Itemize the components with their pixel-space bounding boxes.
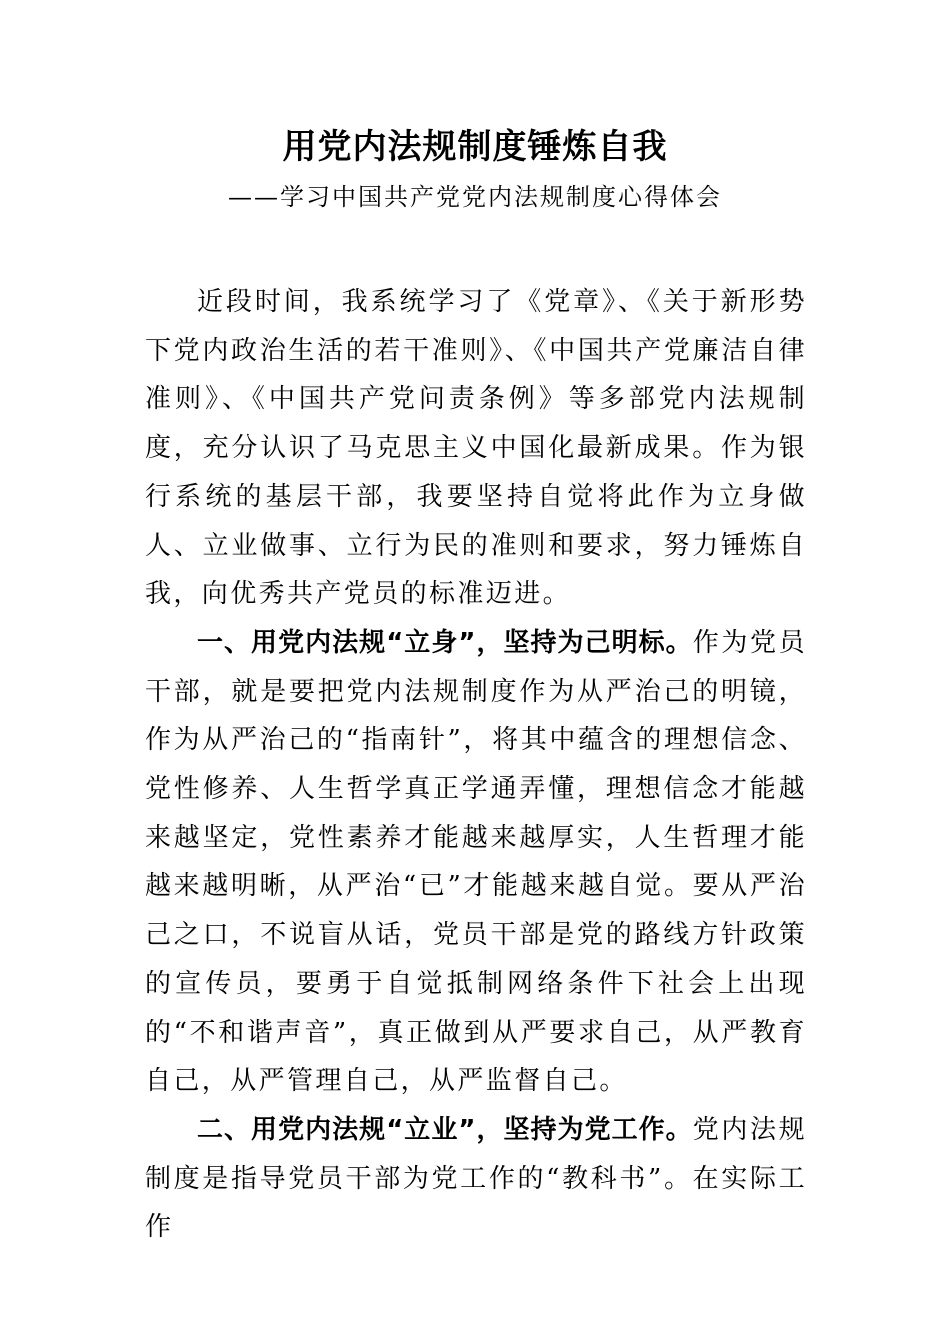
paragraph-intro (145, 278, 807, 619)
paragraph-heading: 二、用党内法规“立业”，坚持为党工作。 (197, 1114, 693, 1145)
document-subtitle: ——学习中国共产党党内法规制度心得体会 (228, 183, 722, 211)
paragraph-text: 近段时间，我系统学习了《党章》、《关于新形势下党内政治生活的若干准则》、《中国共产党廉洁自律准则》、《中国共产党问责条例》等多部党内法规制度，充分认识了马克思主义中国化最新成果。作为银行系统的基层干部，我要坚持自觉将此作为立身做人、立业做事、立行为民的准则和要求，努力锤炼自我，向优秀共产党员的标准迈进。 (145, 287, 807, 610)
paragraph-section-2 (145, 1106, 807, 1252)
paragraph-text: 作为党员干部，就是要把党内法规制度作为从严治己的明镜，作为从严治己的“指南针”，将其中蕴含的理想信念、党性修养、人生哲学真正学通弄懂，理想信念才能越来越坚定，党性素养才能越来越厚实，人生哲理才能越来越明晰，从严治“已”才能越来越自觉。要从严治己之口，不说盲从话，党员干部是党的路线方针政策的宣传员，要勇于自觉抵制网络条件下社会上出现的“不和谐声音”，真正做到从严要求自己，从严教育自己，从严管理自己，从严监督自己。 (145, 627, 807, 1097)
paragraph-text: 党内法规制度是指导党员干部为党工作的“教科书”。在实际工作 (145, 1114, 807, 1243)
document-body (145, 278, 807, 1252)
document-title: 用党内法规制度锤炼自我 (282, 127, 668, 167)
paragraph-heading: 一、用党内法规“立身”，坚持为己明标。 (197, 627, 693, 658)
paragraph-section-1 (145, 619, 807, 1106)
